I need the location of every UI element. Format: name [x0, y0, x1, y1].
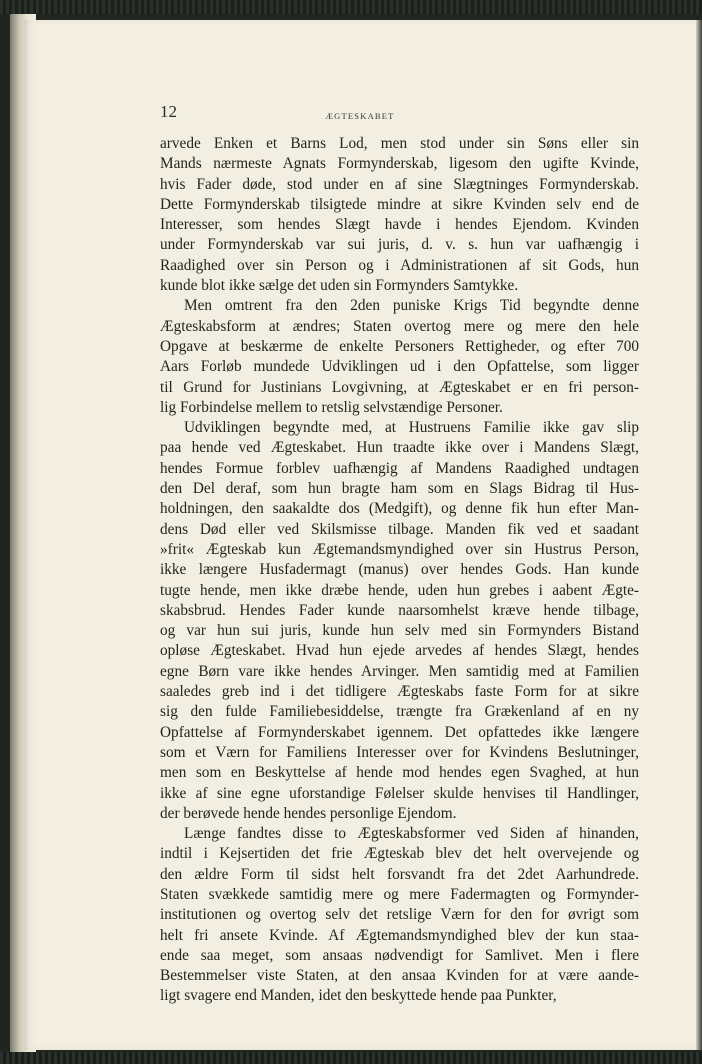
text-line: men som en Beskyttelse af hende mod hendes egen Svaghed, at hun: [160, 764, 639, 782]
text-line: Længe fandtes disse to Ægteskabsformer ved Siden af hinanden,: [184, 825, 639, 843]
text-line: hendes Formue forblev uafhængig af Mandens Raadighed undtagen: [160, 459, 639, 477]
text-line: egne Børn vare ikke hendes Arvinger. Men samtidig med at Familien: [160, 662, 639, 680]
text-line: den ældre Form til sidst helt forsvandt fra det 2det Aarhundrede.: [160, 865, 639, 883]
text-line: Opgave at beskærme de enkelte Personers Rettigheder, og efter 700: [160, 337, 639, 355]
text-line: Dette Formynderskab tilsigtede mindre at sikre Kvinden selv end de: [160, 195, 639, 213]
text-line: Interesser, som hendes Slægt havde i hendes Ejendom. Kvinden: [160, 216, 639, 234]
text-line: og var hun sui juris, kunde hun selv med sin Formynders Bistand: [160, 622, 639, 640]
text-line: Men omtrent fra den 2den puniske Krigs Tid begyndte denne: [184, 297, 639, 315]
text-line: den Del deraf, som hun bragte ham som en Slags Bidrag til Hus-: [160, 480, 639, 498]
text-line: indtil i Kejsertiden det frie Ægteskab blev det helt overvejende og: [160, 845, 639, 863]
page-edge-right: [696, 20, 702, 1050]
text-line: kunde blot ikke sælge det uden sin Formynders Samtykke.: [160, 277, 519, 295]
text-line: ende saa meget, som ansaas nødvendigt for Samlivet. Men i flere: [160, 946, 639, 964]
page-number: 12: [160, 102, 177, 121]
text-line: lig Forbindelse mellem to retslig selvstændige Personer.: [160, 398, 503, 416]
text-line: dens Død eller ved Skilsmisse tilbage. Manden fik ved et saadant: [160, 520, 639, 538]
text-line: »frit« Ægteskab kun Ægtemandsmyndighed over sin Hustrus Person,: [160, 540, 639, 558]
text-line: Ægteskabsform at ændres; Staten overtog mere og mere den hele: [160, 317, 639, 335]
text-line: under Formynderskab var sui juris, d. v. s. hun var uafhængig i: [160, 236, 639, 254]
text-line: saaledes greb ind i det tidligere Ægteskabs faste Form for at sikre: [160, 683, 639, 701]
text-line: Aars Forløb mundede Udviklingen ud i den Opfattelse, som ligger: [160, 358, 639, 376]
text-line: Udviklingen begyndte med, at Hustruens Familie ikke gav slip: [184, 419, 639, 437]
text-line: holdningen, den saakaldte dos (Medgift), og denne fik hun efter Man-: [160, 500, 639, 518]
page-sheet: [24, 20, 696, 1050]
text-line: helt fri ansete Kvinde. Af Ægtemandsmyndighed blev der kun staa-: [160, 926, 639, 944]
book-cover-edge-bottom: [0, 1052, 702, 1064]
book-cover-edge-top: [0, 0, 702, 14]
text-line: opløse Ægteskabet. Hvad hun ejede arvedes af hendes Slægt, hendes: [160, 642, 639, 660]
text-line: som et Værn for Familiens Interesser over for Kvindens Beslutninger,: [160, 743, 639, 761]
text-line: ikke af sine egne uforstandige Følelser skulde henvises til Handlinger,: [160, 784, 639, 802]
text-line: Mands nærmeste Agnats Formynderskab, ligesom den ugifte Kvinde,: [160, 155, 639, 173]
text-line: Opfattelse af Formynderskabet igennem. Det opfattedes ikke længere: [160, 723, 639, 741]
text-line: til Grund for Justinians Lovgivning, at Ægteskabet er en fri person-: [160, 378, 639, 396]
text-line: institutionen og overtog selv det retslige Værn for den for øvrigt som: [160, 906, 639, 924]
running-title: ÆGTESKABET: [325, 111, 395, 121]
text-line: Raadighed over sin Person og i Administrationen af sit Gods, hun: [160, 256, 639, 274]
text-line: sig den fulde Familiebesiddelse, trængte fra Grækenland af en ny: [160, 703, 639, 721]
text-line: Staten svækkede samtidig mere og mere Fadermagten og Formynder-: [160, 885, 639, 903]
text-line: skabsbrud. Hendes Fader kunde naarsomhelst kræve hende tilbage,: [160, 601, 639, 619]
text-line: ligt svagere end Manden, idet den beskyttede hende paa Punkter,: [160, 987, 557, 1005]
text-line: der berøvede hende hendes personlige Ejendom.: [160, 804, 457, 822]
text-line: ikke længere Husfadermagt (manus) over hendes Gods. Han kunde: [160, 561, 639, 579]
text-line: paa hende ved Ægteskabet. Hun traadte ikke over i Mandens Slægt,: [160, 439, 639, 457]
text-line: tugte hende, men ikke dræbe hende, uden hun grebes i aabent Ægte-: [160, 581, 639, 599]
text-line: hvis Fader døde, stod under en af sine Slægtninges Formynderskab.: [160, 175, 639, 193]
text-line: Bestemmelser viste Staten, at den ansaa Kvinden for at være aande-: [160, 967, 639, 985]
text-line: arvede Enken et Barns Lod, men stod under sin Søns eller sin: [160, 135, 639, 152]
body-text: [160, 134, 639, 1007]
